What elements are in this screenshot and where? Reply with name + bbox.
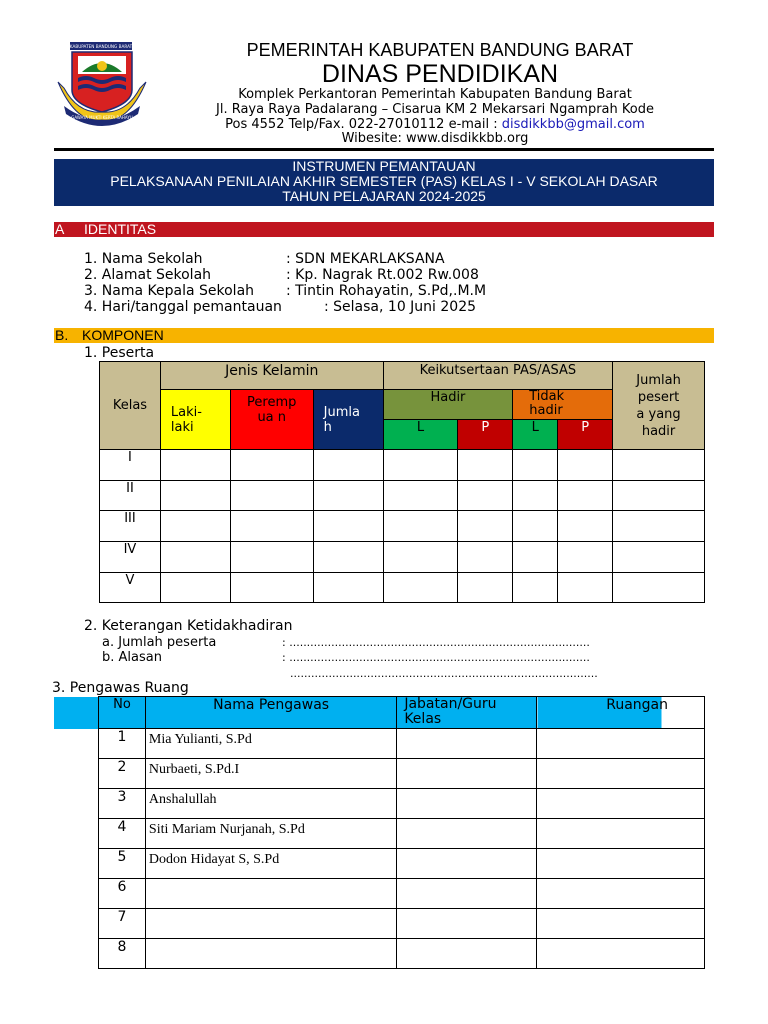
ruangan-cell[interactable] bbox=[537, 819, 705, 849]
laki-header: Laki- laki bbox=[160, 390, 230, 450]
table-cell[interactable] bbox=[160, 573, 230, 603]
table-cell[interactable] bbox=[383, 481, 458, 511]
header-rule bbox=[54, 148, 714, 151]
table-cell[interactable] bbox=[160, 542, 230, 573]
row-number: 3 bbox=[99, 789, 146, 819]
identity-value: : SDN MEKARLAKSANA bbox=[286, 251, 445, 267]
table-row bbox=[99, 819, 705, 849]
website-line: Wibesite: www.disdikkbb.org bbox=[341, 131, 529, 146]
ruangan-header: Ruangan bbox=[537, 697, 705, 729]
section-a-letter: A bbox=[55, 221, 65, 237]
jumlah-header: Jumla h bbox=[313, 390, 383, 450]
table-cell[interactable] bbox=[230, 542, 313, 573]
pengawas-name[interactable] bbox=[145, 909, 396, 939]
table-cell[interactable] bbox=[458, 511, 513, 542]
kelas-cell: II bbox=[100, 481, 161, 511]
pengawas-name[interactable]: Siti Mariam Nurjanah, S.Pd bbox=[145, 819, 396, 849]
table-cell[interactable] bbox=[458, 542, 513, 573]
table-cell[interactable] bbox=[160, 450, 230, 481]
identity-value: : Selasa, 10 Juni 2025 bbox=[324, 299, 477, 315]
identity-row bbox=[84, 251, 445, 267]
address-line-1: Komplek Perkantoran Pemerintah Kabupaten Bandung Barat bbox=[238, 87, 632, 102]
table-row bbox=[99, 909, 705, 939]
table-cell[interactable] bbox=[383, 573, 458, 603]
tidak-hadir-header: Tidak hadir bbox=[513, 390, 613, 420]
identity-label: 4. Hari/tanggal pemantauan bbox=[84, 299, 282, 315]
table-cell[interactable] bbox=[383, 450, 458, 481]
pengawas-heading: 3. Pengawas Ruang bbox=[52, 680, 189, 696]
jumlah-peserta-field[interactable]: : ...................................................................................... bbox=[282, 636, 590, 649]
keikutsertaan-header: Keikutsertaan PAS/ASAS bbox=[383, 362, 613, 390]
table-cell[interactable] bbox=[160, 481, 230, 511]
identity-label: 2. Alamat Sekolah bbox=[84, 267, 212, 283]
jabatan-header: Jabatan/Guru Kelas bbox=[397, 697, 537, 729]
government-name: PEMERINTAH KABUPATEN BANDUNG BARAT bbox=[246, 40, 634, 60]
table-cell[interactable] bbox=[458, 573, 513, 603]
row-number: 5 bbox=[99, 849, 146, 879]
identity-value: : Kp. Nagrak Rt.002 Rw.008 bbox=[286, 267, 479, 283]
table-cell[interactable] bbox=[513, 511, 558, 542]
jabatan-cell[interactable] bbox=[397, 849, 537, 879]
ruangan-cell[interactable] bbox=[537, 879, 705, 909]
jenis-kelamin-header: Jenis Kelamin bbox=[160, 362, 383, 390]
table-cell[interactable] bbox=[613, 450, 705, 481]
section-a-label: IDENTITAS bbox=[84, 221, 157, 237]
table-cell[interactable] bbox=[313, 511, 383, 542]
jumlah-peserta-label: a. Jumlah peserta bbox=[102, 635, 217, 650]
table-cell[interactable] bbox=[230, 511, 313, 542]
table-cell[interactable] bbox=[558, 450, 613, 481]
jabatan-cell[interactable] bbox=[397, 909, 537, 939]
table-cell[interactable] bbox=[613, 511, 705, 542]
hadir-p-header: P bbox=[458, 420, 513, 450]
table-cell[interactable] bbox=[558, 511, 613, 542]
table-cell[interactable] bbox=[613, 481, 705, 511]
kelas-cell: I bbox=[100, 450, 161, 481]
table-cell[interactable] bbox=[558, 573, 613, 603]
table-cell[interactable] bbox=[558, 542, 613, 573]
table-cell[interactable] bbox=[230, 481, 313, 511]
table-cell[interactable] bbox=[230, 450, 313, 481]
pengawas-header-strip bbox=[54, 697, 98, 729]
table-cell[interactable] bbox=[513, 573, 558, 603]
identity-row bbox=[84, 267, 479, 283]
jabatan-cell[interactable] bbox=[397, 759, 537, 789]
table-row bbox=[99, 729, 705, 759]
kelas-cell: V bbox=[100, 573, 161, 603]
peserta-heading: 1. Peserta bbox=[84, 345, 155, 361]
jumlah-hadir-header: Jumlah pesert a yang hadir bbox=[613, 362, 705, 450]
kelas-header: Kelas bbox=[100, 362, 161, 450]
table-cell[interactable] bbox=[558, 481, 613, 511]
kelas-cell: IV bbox=[100, 542, 161, 573]
ruangan-cell[interactable] bbox=[537, 909, 705, 939]
row-number: 4 bbox=[99, 819, 146, 849]
table-row bbox=[99, 939, 705, 969]
logo-motto: GAWAYA MUKTI KERTA RAHAYU bbox=[71, 115, 133, 120]
identity-row bbox=[84, 283, 487, 299]
table-cell[interactable] bbox=[383, 542, 458, 573]
table-row bbox=[99, 879, 705, 909]
section-a-bar bbox=[54, 222, 714, 237]
jabatan-cell[interactable] bbox=[397, 729, 537, 759]
table-cell[interactable] bbox=[160, 511, 230, 542]
perempuan-header: Peremp ua n bbox=[230, 390, 313, 450]
pengawas-name[interactable]: Anshalullah bbox=[145, 789, 396, 819]
pengawas-name[interactable] bbox=[145, 879, 396, 909]
jabatan-cell[interactable] bbox=[397, 789, 537, 819]
table-cell[interactable] bbox=[313, 481, 383, 511]
alasan-field-continued[interactable]: ........................................................................................ bbox=[290, 667, 598, 680]
table-cell[interactable] bbox=[458, 450, 513, 481]
table-cell[interactable] bbox=[513, 450, 558, 481]
email-link[interactable]: disdikkbb@gmail.com bbox=[501, 117, 645, 132]
address-line-3 bbox=[150, 117, 720, 132]
table-cell[interactable] bbox=[613, 573, 705, 603]
identity-value: : Tintin Rohayatin, S.Pd,.M.M bbox=[286, 283, 487, 299]
row-number: 8 bbox=[99, 939, 146, 969]
jabatan-cell[interactable] bbox=[397, 939, 537, 969]
table-cell[interactable] bbox=[313, 542, 383, 573]
row-number: 6 bbox=[99, 879, 146, 909]
row-number: 7 bbox=[99, 909, 146, 939]
address-line-2: Jl. Raya Raya Padalarang – Cisarua KM 2 Mekarsari Ngamprah Kode bbox=[216, 102, 654, 117]
pengawas-name[interactable] bbox=[145, 939, 396, 969]
kelas-cell: III bbox=[100, 511, 161, 542]
row-number: 1 bbox=[99, 729, 146, 759]
identity-label: 1. Nama Sekolah bbox=[84, 251, 203, 267]
section-b-label: KOMPONEN bbox=[82, 327, 164, 343]
logo-banner-text: KABUPATEN BANDUNG BARAT bbox=[69, 44, 133, 49]
department-name: DINAS PENDIDIKAN bbox=[321, 60, 559, 88]
table-cell[interactable] bbox=[313, 450, 383, 481]
section-b-letter: B. bbox=[55, 327, 69, 343]
pengawas-name[interactable]: Dodon Hidayat S, S.Pd bbox=[145, 849, 396, 879]
pengawas-name[interactable]: Nurbaeti, S.Pd.I bbox=[145, 759, 396, 789]
table-cell[interactable] bbox=[513, 481, 558, 511]
jabatan-cell[interactable] bbox=[397, 879, 537, 909]
table-row bbox=[99, 789, 705, 819]
pengawas-name[interactable]: Mia Yulianti, S.Pd bbox=[145, 729, 396, 759]
hadir-l-header: L bbox=[383, 420, 458, 450]
ruangan-cell[interactable] bbox=[537, 939, 705, 969]
table-row bbox=[99, 759, 705, 789]
ketidakhadiran-heading: 2. Keterangan Ketidakhadiran bbox=[84, 618, 293, 634]
ruangan-cell[interactable] bbox=[537, 849, 705, 879]
ruangan-cell[interactable] bbox=[537, 759, 705, 789]
jabatan-cell[interactable] bbox=[397, 819, 537, 849]
ruangan-cell[interactable] bbox=[537, 729, 705, 759]
row-number: 2 bbox=[99, 759, 146, 789]
table-cell[interactable] bbox=[613, 542, 705, 573]
section-b-bar bbox=[54, 328, 714, 343]
contact-text: Pos 4552 Telp/Fax. 022-27010112 e-mail : bbox=[225, 117, 502, 132]
pengawas-table bbox=[98, 696, 705, 969]
peserta-table bbox=[99, 361, 705, 603]
table-cell[interactable] bbox=[313, 573, 383, 603]
table-cell[interactable] bbox=[230, 573, 313, 603]
table-cell[interactable] bbox=[513, 542, 558, 573]
tidak-hadir-p-header: P bbox=[558, 420, 613, 450]
table-cell[interactable] bbox=[383, 511, 458, 542]
hadir-header: Hadir bbox=[383, 390, 513, 420]
title-line-3: TAHUN PELAJARAN 2024-2025 bbox=[282, 188, 486, 204]
table-cell[interactable] bbox=[458, 481, 513, 511]
nama-pengawas-header: Nama Pengawas bbox=[145, 697, 396, 729]
identity-row bbox=[84, 299, 477, 315]
tidak-hadir-l-header: L bbox=[513, 420, 558, 450]
title-line-1: INSTRUMEN PEMANTAUAN bbox=[292, 158, 476, 174]
crest-logo bbox=[56, 42, 148, 126]
identity-label: 3. Nama Kepala Sekolah bbox=[84, 283, 255, 299]
title-band bbox=[54, 159, 714, 206]
alasan-field[interactable]: : ...................................................................................... bbox=[282, 651, 590, 664]
title-line-2: PELAKSANAAN PENILAIAN AKHIR SEMESTER (PAS) KELAS I - V SEKOLAH DASAR bbox=[110, 173, 658, 189]
no-header: No bbox=[99, 697, 146, 729]
ruangan-cell[interactable] bbox=[537, 789, 705, 819]
table-row bbox=[99, 849, 705, 879]
alasan-label: b. Alasan bbox=[102, 650, 162, 665]
